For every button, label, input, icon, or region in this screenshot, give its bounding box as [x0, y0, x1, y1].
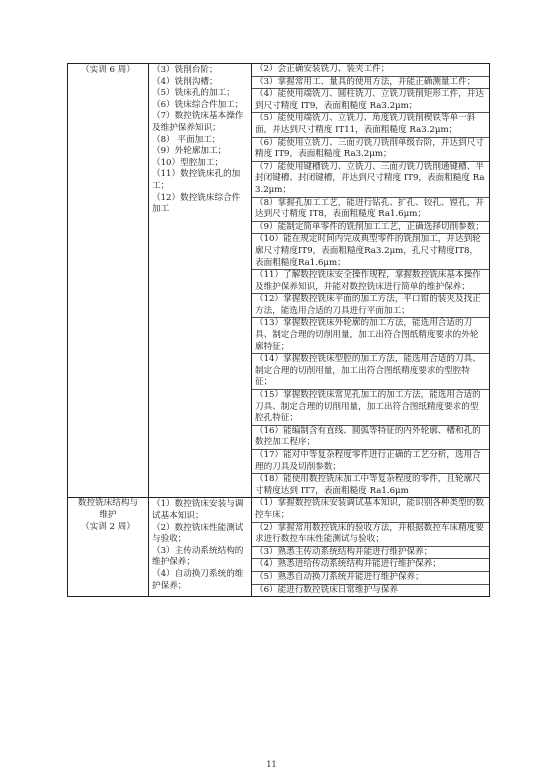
training-table: [67, 63, 490, 597]
table-row: [68, 498, 490, 597]
module-line: 数控铣床结构与: [77, 498, 139, 509]
content-item: （5）铣床孔的加工；: [152, 88, 235, 99]
module-line: （实训 2 周）: [81, 521, 135, 532]
skill-item: （8）掌握孔加工工艺，能进行钻孔、扩孔、铰孔、镗孔，并达到尺寸精度 IT8，表面粗糙度 Ra1.6μm；: [252, 198, 489, 222]
page-number: 11: [266, 760, 277, 769]
skill-item: （1）掌握数控铣床安装调试基本知识，能识别各种类型的数控车床；: [252, 498, 489, 522]
skill-item: （6）能进行数控铣床日常维护与保养: [255, 584, 398, 595]
skill-item: （11）了解数控铣床安全操作规程，掌握数控铣床基本操作及维护保养知识，并能对数控铣床进行简单的维护保养；: [252, 270, 489, 294]
skill-item: （17）能对中等复杂程度零件进行正确的工艺分析，选用合理的刀具及切削参数；: [252, 450, 489, 474]
content-item: （3）铣削台阶；: [152, 65, 218, 75]
content-item: （12）数控铣床综合件加工: [152, 192, 241, 215]
skill-item: （4）能使用端铣刀、圆柱铣刀、立铣刀铣削矩形工件，并达到尺寸精度 IT9，表面粗糙度 Ra3.2μm；: [252, 89, 489, 113]
skill-item: （10）能在规定时间内完成典型零件的铣削加工，并达到轮廓尺寸精度IT9，表面粗糙度Ra3.2μm，孔尺寸精度IT8，表面粗糙度Ra1.6μm；: [252, 234, 489, 270]
content-item: （7）数控铣床基本操作及维护保养知识；: [152, 111, 244, 133]
skill-item: （5）能使用端铣刀、立铣刀、角度铣刀铣削楔铁等单一斜面，并达到尺寸精度 IT11，表面粗糙度 Ra3.2μm；: [252, 113, 489, 137]
skill-item: （2）掌握常用数控铣床的验收方法，并根据数控车床精度要求进行数控车床性能测试与验收；: [252, 523, 489, 547]
skill-item: （6）能使用立铣刀、三面刃铣刀铣削单级台阶，并达到尺寸精度 IT9，表面粗糙度 Ra3.2μm；: [252, 138, 489, 162]
contents-cell: [149, 64, 252, 498]
content-item: （10）型腔加工；: [152, 157, 224, 168]
skill-item: （7）能使用键槽铣刀、立铣刀、三面刃铣刀铣削通键槽、半封闭键槽、封闭键槽，并达到尺寸精度 IT9，表面粗糙度 Ra3.2μm；: [252, 162, 489, 198]
skills-cell: [252, 64, 490, 498]
skill-item: （12）掌握数控铣床平面的加工方法，平口钳的装夹及找正方法，能选用合适的刀具进行平面加工；: [252, 294, 489, 318]
skill-item: （18）能使用数控铣床加工中等复杂程度的零件，且轮廓尺寸精度达到 IT7，表面粗糙度 Ra1.6μm: [255, 474, 481, 496]
skill-item: （5）熟悉自动换刀系统并能进行维护保养；: [252, 572, 489, 585]
module-line: 维护: [99, 509, 117, 520]
skill-item: （15）掌握数控铣床常见孔加工的加工方法，能选用合适的刀具、制定合理的切削用量，加工出符合图纸精度要求的型腔孔特征；: [252, 390, 489, 426]
content-item: （3）主传动系统结构的维护保养；: [152, 545, 244, 568]
skill-item: （2）会正确安装铣刀、装夹工件；: [252, 64, 489, 77]
skill-item: （3）掌握常用工、量具的使用方法，并能正确测量工件；: [252, 77, 489, 90]
content-item: （9）外轮廓加工；: [152, 146, 227, 157]
content-item: （11）数控铣床孔的加工；: [152, 169, 241, 191]
content-item: （6）铣床综合件加工；: [152, 99, 244, 110]
content-item: （8） 平面加工；: [152, 134, 221, 145]
skill-item: （4）熟悉进给传动系统结构并能进行维护保养；: [252, 559, 489, 572]
module-cell: [68, 64, 149, 498]
content-item: （4）自动换刀系统的维护保养；: [152, 568, 244, 591]
skill-item: （13）掌握数控铣床外轮廓的加工方法，能选用合适的刀具、制定合理的切削用量，加工出符合图纸精度要求的外轮廓特征；: [252, 318, 489, 354]
skill-item: （16）能编制含有直线、圆弧等特征的内外轮廓、槽和孔的数控加工程序；: [252, 426, 489, 450]
skill-item: （3）熟悉主传动系统结构并能进行维护保养；: [252, 547, 489, 560]
skill-item: （9）能制定简单零件的铣削加工工艺，正确选择切削参数；: [252, 222, 489, 235]
content-item: （4）铣削沟槽；: [152, 76, 218, 87]
content-item: （1）数控铣床安装与调试基本知识；: [152, 499, 244, 521]
skill-item: （14）掌握数控铣床型腔的加工方法，能选用合适的刀具、制定合理的切削用量，加工出符合图纸精度要求的型腔特征；: [252, 354, 489, 390]
content-item: （2）数控铣床性能测试与验收；: [152, 522, 244, 545]
contents-cell: [149, 498, 252, 597]
table-row: [68, 64, 490, 498]
skills-cell: [252, 498, 490, 597]
module-cell: [68, 498, 149, 597]
module-line: （实训 6 周）: [81, 65, 135, 75]
